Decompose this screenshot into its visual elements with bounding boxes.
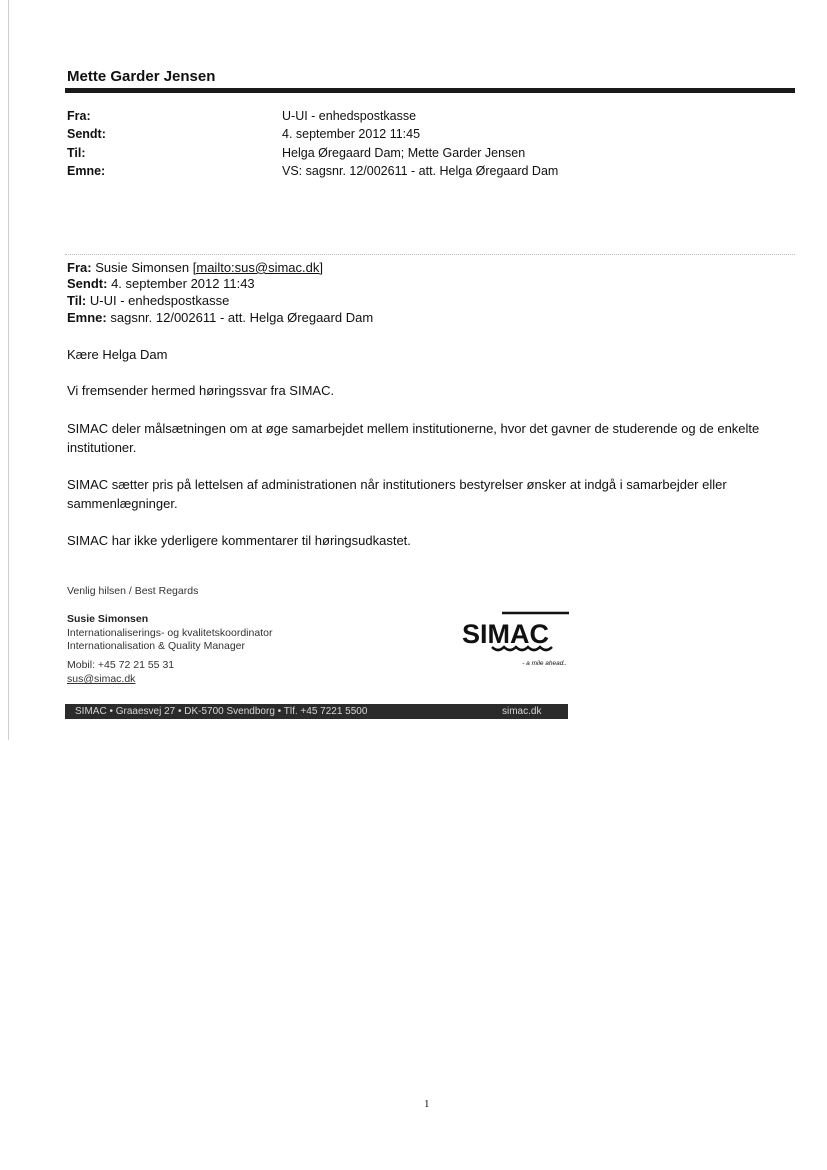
signature-title-da: Internationaliserings- og kvalitetskoordinator xyxy=(67,627,273,639)
header-to-value: Helga Øregaard Dam; Mette Garder Jensen xyxy=(282,146,526,160)
forwarded-mailto-link[interactable]: [mailto:sus@simac.dk] xyxy=(192,260,323,275)
signature-email-link[interactable]: sus@simac.dk xyxy=(67,673,136,685)
header-subject-label: Emne: xyxy=(67,164,106,178)
signature-mobile: Mobil: +45 72 21 55 31 xyxy=(67,659,175,671)
forwarded-from-name: Susie Simonsen xyxy=(95,260,190,275)
footer-address: SIMAC • Graaesvej 27 • DK-5700 Svendborg • Tlf. +45 7221 5500 xyxy=(75,706,368,717)
forwarded-to-value: U-UI - enhedspostkasse xyxy=(89,293,230,308)
header-from-value: U-UI - enhedspostkasse xyxy=(282,109,417,123)
body-paragraph-3: SIMAC sætter pris på lettelsen af administrationen når institutioners bestyrelser ønsker at indgå i samarbejder eller sammenlægninger. xyxy=(67,477,727,511)
signature-regards: Venlig hilsen / Best Regards xyxy=(67,585,199,597)
header-to-label: Til: xyxy=(67,146,86,160)
mailbox-owner-name: Mette Garder Jensen xyxy=(67,68,216,85)
simac-logo xyxy=(462,610,572,670)
signature-name: Susie Simonsen xyxy=(67,613,149,625)
signature-footer-bar xyxy=(65,704,568,719)
forwarded-from-label: Fra: xyxy=(67,260,92,275)
forwarded-subject-label: Emne: xyxy=(67,310,107,325)
forwarded-to-label: Til: xyxy=(67,293,87,308)
header-sent-value: 4. september 2012 11:45 xyxy=(282,127,421,141)
forwarded-to-line xyxy=(67,293,229,308)
logo-tagline: - a mile ahead.. xyxy=(522,660,567,667)
signature-title-en: Internationalisation & Quality Manager xyxy=(67,640,246,652)
body-paragraph-4: SIMAC har ikke yderligere kommentarer til høringsudkastet. xyxy=(67,533,411,548)
forwarded-sent-line xyxy=(67,276,255,291)
header-divider-bar xyxy=(65,88,795,93)
forwarded-sent-label: Sendt: xyxy=(67,276,108,291)
forwarded-subject-value: sagsnr. 12/002611 - att. Helga Øregaard Dam xyxy=(110,310,374,325)
body-greeting: Kære Helga Dam xyxy=(67,347,168,362)
page-number: 1 xyxy=(424,1098,430,1110)
header-from-label: Fra: xyxy=(67,109,91,123)
forwarded-from-line xyxy=(67,260,323,275)
header-subject-value: VS: sagsnr. 12/002611 - att. Helga Øregaard Dam xyxy=(282,164,559,178)
body-paragraph-1: Vi fremsender hermed høringssvar fra SIMAC. xyxy=(67,383,335,398)
forwarded-sent-value: 4. september 2012 11:43 xyxy=(111,276,255,291)
header-sent-label: Sendt: xyxy=(67,127,106,141)
logo-wordmark: SIMAC xyxy=(462,619,549,649)
forwarded-subject-line xyxy=(67,310,373,325)
footer-website-link[interactable]: simac.dk xyxy=(502,706,542,717)
forward-separator xyxy=(65,254,795,255)
body-paragraph-2: SIMAC deler målsætningen om at øge samarbejdet mellem institutionerne, hvor det gavner de studerende og de enkelte institutioner. xyxy=(67,421,760,455)
page-edge-rule xyxy=(8,0,9,740)
